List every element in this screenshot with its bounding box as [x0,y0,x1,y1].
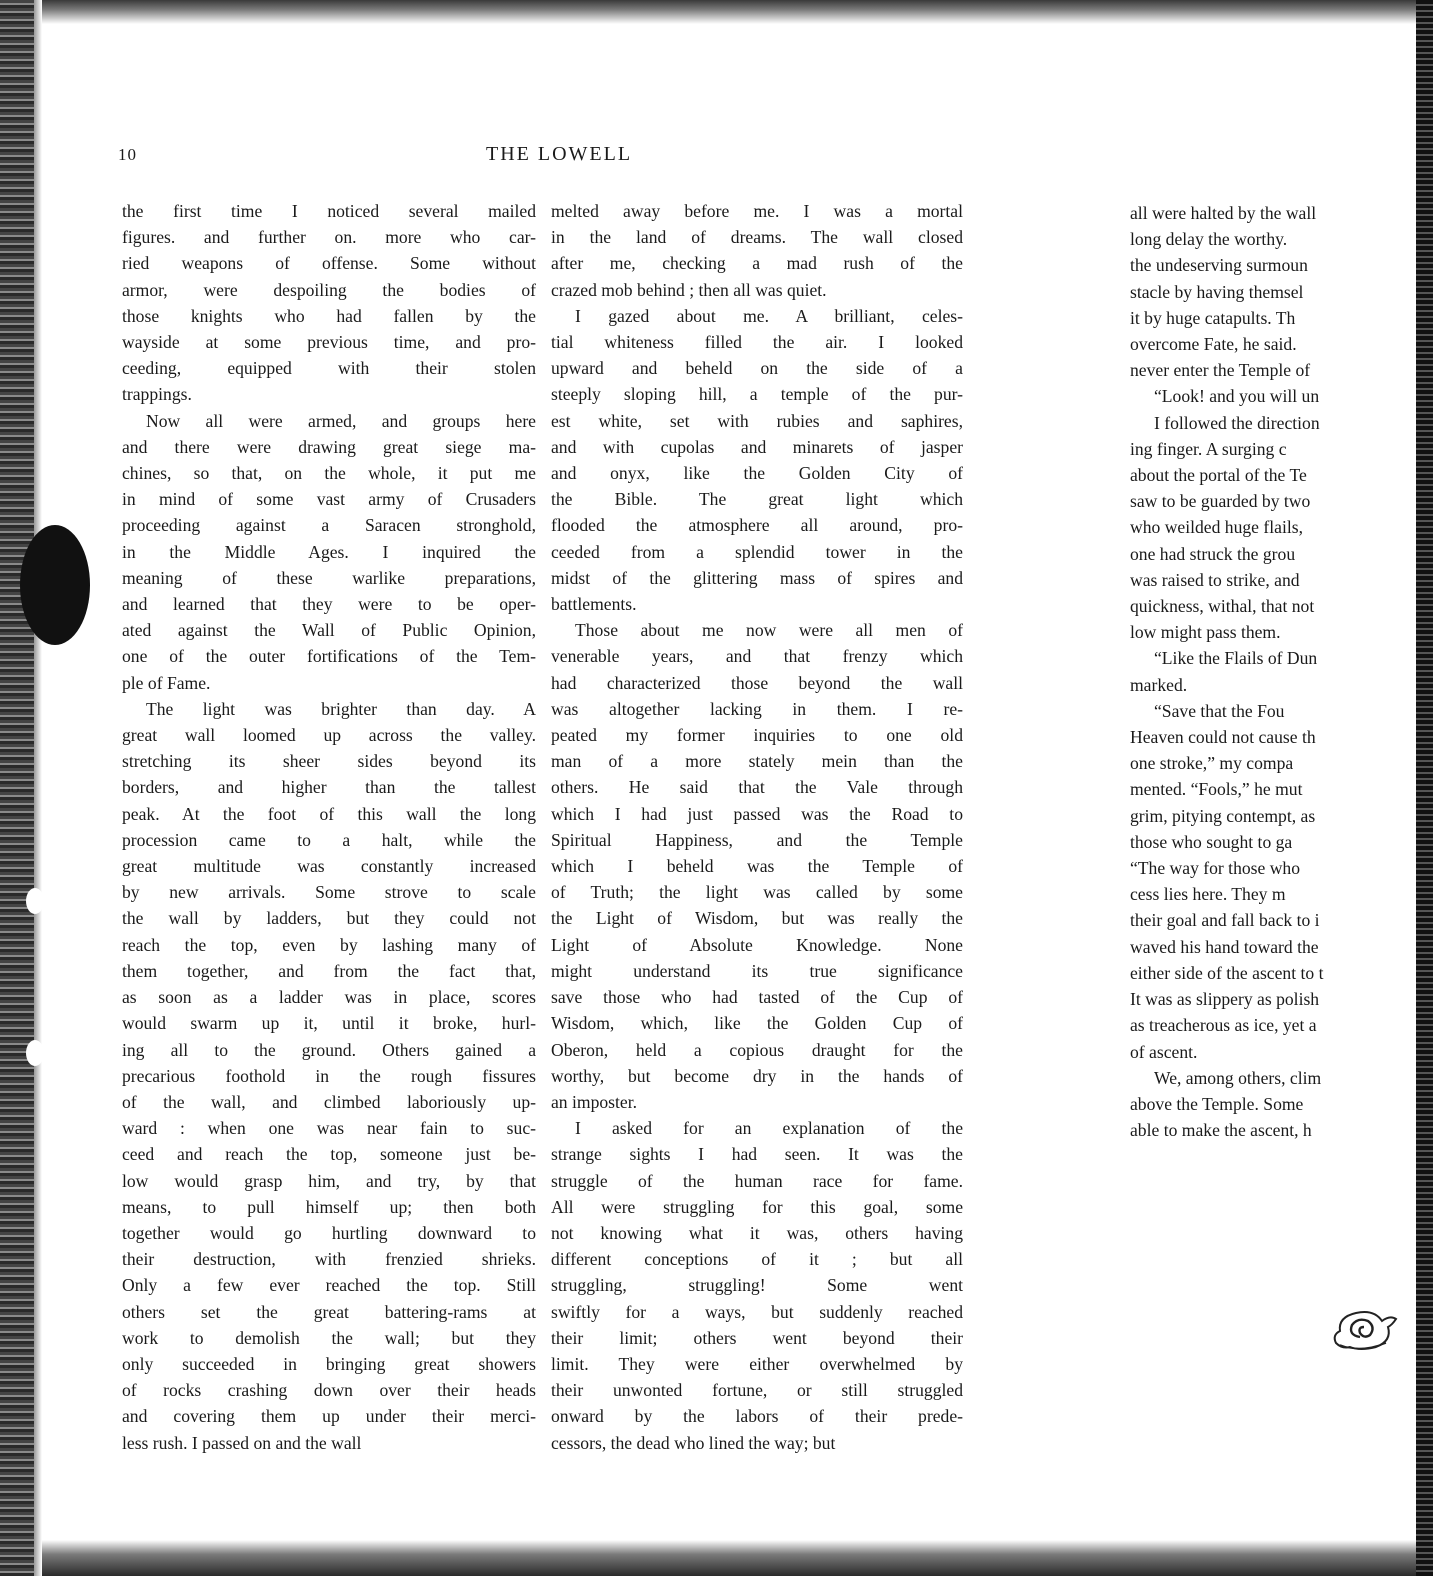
text-line: worthy, but become dry in the hands of [551,1065,963,1086]
text-line: only succeeded in bringing great showers [122,1353,536,1374]
text-line: Light of Absolute Knowledge. None [551,934,963,955]
page-number: 10 [118,145,137,164]
text-line: one stroke,” my compa [1130,753,1294,774]
text-line: the undeserving surmoun [1130,255,1308,276]
text-line: work to demolish the wall; but they [122,1327,536,1348]
text-line: able to make the ascent, h [1130,1120,1312,1141]
text-line: who weilded huge flails, [1130,517,1303,538]
text-line: struggle of the human race for fame. [551,1170,963,1191]
paragraph [1130,645,1420,697]
text-line: their destruction, with frenzied shrieks. [122,1249,536,1270]
text-line: had characterized those beyond the wall [551,672,963,693]
text-line: Spiritual Happiness, and the Temple [551,829,963,850]
text-line: “Like the Flails of Dun [1154,648,1318,669]
text-line: in the land of dreams. The wall closed [551,227,963,248]
text-line: and onyx, like the Golden City of [551,463,963,484]
text-line: struggling, struggling! Some went [551,1275,963,1296]
text-line: and learned that they were to be oper- [122,594,536,615]
binding-blot [20,525,90,645]
text-line: ried weapons of offense. Some without [122,253,536,274]
text-line: Oberon, held a copious draught for the [551,1039,963,1060]
paragraph [1130,698,1420,1065]
text-line: armor, were despoiling the bodies of [122,279,536,300]
text-line: quickness, withal, that not [1130,596,1315,617]
paragraph [1130,383,1420,409]
text-line: low would grasp him, and try, by that [122,1170,536,1191]
text-line: ple of Fame. [122,672,211,693]
text-line: overcome Fate, he said. [1130,334,1297,355]
text-line: Now all were armed, and groups here [146,410,536,431]
text-line: great multitude was constantly increased [122,856,536,877]
text-line: others set the great battering-rams at [122,1301,536,1322]
text-line: about the portal of the Te [1130,465,1307,486]
text-line: limit. They were either overwhelmed by [551,1353,963,1374]
text-line: saw to be guarded by two [1130,491,1311,512]
text-line: their goal and fall back to i [1130,910,1320,931]
text-line: ceed and reach the top, someone just be- [122,1144,536,1165]
text-line: of rocks crashing down over their heads [122,1380,536,1401]
text-line: an imposter. [551,1091,638,1112]
text-line: together would go hurtling downward to [122,1222,536,1243]
text-line: all were halted by the wall [1130,203,1317,223]
scan-edge-left-shadow [34,0,42,1576]
text-line: the Bible. The great light which [551,489,963,510]
running-title: THE LOWELL [486,143,633,165]
paragraph [1130,200,1420,383]
text-line: “The way for those who [1130,858,1301,879]
text-line: others. He said that the Vale through [551,777,963,798]
text-line: tial whiteness filled the air. I looked [551,332,963,353]
text-line: the wall by ladders, but they could not [122,908,536,929]
text-line: melted away before me. I was a mortal [551,201,963,221]
text-line: peak. At the foot of this wall the long [122,803,536,824]
text-line: est white, set with rubies and saphires, [551,410,963,431]
text-line: one had struck the grou [1130,543,1296,564]
text-line: “Look! and you will un [1154,386,1320,407]
text-line: in the Middle Ages. I inquired the [122,541,536,562]
text-line: wayside at some previous time, and pro- [122,332,536,353]
text-line: long delay the worthy. [1130,229,1288,250]
text-line: ward : when one was near fain to suc- [122,1118,536,1139]
text-line: stretching its sheer sides beyond its [122,751,536,772]
text-line: and covering them up under their merci- [122,1406,536,1427]
text-line: strange sights I had seen. It was the [551,1144,963,1165]
text-line: ing finger. A surging c [1130,438,1287,459]
text-line: Heaven could not cause th [1130,727,1316,748]
text-line: and with cupolas and minarets of jasper [551,436,963,457]
paragraph [551,303,963,617]
text-line: peated my former inquiries to one old [551,725,963,746]
text-line: them together, and from the fact that, [122,960,536,981]
text-line: All were struggling for this goal, some [551,1196,963,1217]
text-line: those knights who had fallen by the [122,305,536,326]
text-line: not knowing what it was, others having [551,1222,963,1243]
scan-edge-left [0,0,34,1576]
text-line: great wall loomed up across the valley. [122,725,536,746]
text-line: battlements. [551,594,637,615]
text-line: figures. and further on. more who car- [122,227,536,248]
text-line: of ascent. [1130,1041,1198,1062]
page-header [118,143,978,173]
text-line: above the Temple. Some [1130,1093,1304,1114]
text-line: procession came to a halt, while the [122,829,536,850]
text-column-middle [551,198,963,1456]
text-line: their unwonted fortune, or still struggled [551,1380,963,1401]
text-line: one of the outer fortifications of the Tem- [122,646,536,667]
text-line: which I beheld was the Temple of [551,856,963,877]
text-line: as treacherous as ice, yet a [1130,1015,1317,1036]
text-line: Only a few ever reached the top. Still [122,1275,536,1296]
text-line: onward by the labors of their prede- [551,1406,963,1427]
text-line: in mind of some vast army of Crusaders [122,489,536,510]
text-line: might understand its true significance [551,960,963,981]
text-line: was raised to strike, and [1130,569,1300,590]
text-line: I asked for an explanation of the [575,1118,963,1139]
text-line: swiftly for a ways, but suddenly reached [551,1301,963,1322]
text-line: different conceptions of it ; but all [551,1249,963,1270]
text-line: trappings. [122,384,192,405]
text-line: upward and beheld on the side of a [551,358,963,379]
text-line: Wisdom, which, like the Golden Cup of [551,1013,963,1034]
text-line: man of a more stately mein than the [551,751,963,772]
text-line: ceeded from a splendid tower in the [551,541,963,562]
snail-ornament-icon [1330,1305,1400,1353]
text-line: cess lies here. They m [1130,884,1286,905]
text-line: either side of the ascent to t [1130,962,1324,983]
text-line: borders, and higher than the tallest [122,777,536,798]
binding-hole [26,888,44,914]
text-line: venerable years, and that frenzy which [551,646,963,667]
text-line: I followed the direction [1154,412,1320,433]
paragraph [551,198,963,303]
text-line: flooded the atmosphere all around, pro- [551,515,963,536]
paragraph [1130,1065,1420,1144]
text-line: ceeding, equipped with their stolen [122,358,536,379]
paragraph [122,696,536,1456]
paragraph [551,617,963,1115]
text-line: never enter the Temple of [1130,360,1311,381]
text-line: ing all to the ground. Others gained a [122,1039,536,1060]
text-line: “Save that the Fou [1154,700,1285,721]
text-line: low might pass them. [1130,622,1281,643]
text-line: proceeding against a Saracen stronghold, [122,515,536,536]
text-line: their limit; others went beyond their [551,1327,963,1348]
text-line: stacle by having themsel [1130,281,1304,302]
text-line: precarious foothold in the rough fissures [122,1065,536,1086]
text-line: waved his hand toward the [1130,936,1319,957]
text-line: the first time I noticed several mailed [122,201,536,221]
text-line: and there were drawing great siege ma- [122,436,536,457]
text-line: the Light of Wisdom, but was really the [551,908,963,929]
text-column-left [122,198,536,1456]
paragraph [122,198,536,408]
scan-edge-bottom [0,1540,1433,1576]
text-line: by new arrivals. Some strove to scale [122,882,536,903]
scan-edge-top [0,0,1433,24]
text-line: after me, checking a mad rush of the [551,253,963,274]
text-line: less rush. I passed on and the wall [122,1432,362,1453]
text-line: grim, pitying contempt, as [1130,805,1316,826]
text-line: reach the top, even by lashing many of [122,934,536,955]
text-line: of the wall, and climbed laboriously up- [122,1091,536,1112]
text-line: those who sought to ga [1130,831,1293,852]
text-line: ated against the Wall of Public Opinion, [122,620,536,641]
text-line: means, to pull himself up; then both [122,1196,536,1217]
paragraph [551,1115,963,1456]
text-line: crazed mob behind ; then all was quiet. [551,279,827,300]
text-line: was altogether lacking in them. I re- [551,698,963,719]
text-line: midst of the glittering mass of spires and [551,567,963,588]
text-line: We, among others, clim [1154,1067,1322,1088]
text-line: meaning of these warlike preparations, [122,567,536,588]
text-line: The light was brighter than day. A [146,698,536,719]
text-line: which I had just passed was the Road to [551,803,963,824]
text-line: it by huge catapults. Th [1130,307,1296,328]
text-line: of Truth; the light was called by some [551,882,963,903]
text-line: marked. [1130,674,1188,695]
text-line: steeply sloping hill, a temple of the pur- [551,384,963,405]
text-line: Those about me now were all men of [575,620,963,641]
text-line: cessors, the dead who lined the way; but [551,1432,836,1453]
text-line: chines, so that, on the whole, it put me [122,463,536,484]
text-column-right-cropped [1130,200,1420,1143]
text-line: It was as slippery as polish [1130,989,1320,1010]
binding-hole [26,1040,44,1066]
text-line: save those who had tasted of the Cup of [551,987,963,1008]
paragraph [1130,410,1420,646]
text-line: I gazed about me. A brilliant, celes- [575,305,963,326]
text-line: mented. “Fools,” he mut [1130,779,1303,800]
paragraph [122,408,536,696]
text-line: as soon as a ladder was in place, scores [122,987,536,1008]
text-line: would swarm up it, until it broke, hurl- [122,1013,536,1034]
